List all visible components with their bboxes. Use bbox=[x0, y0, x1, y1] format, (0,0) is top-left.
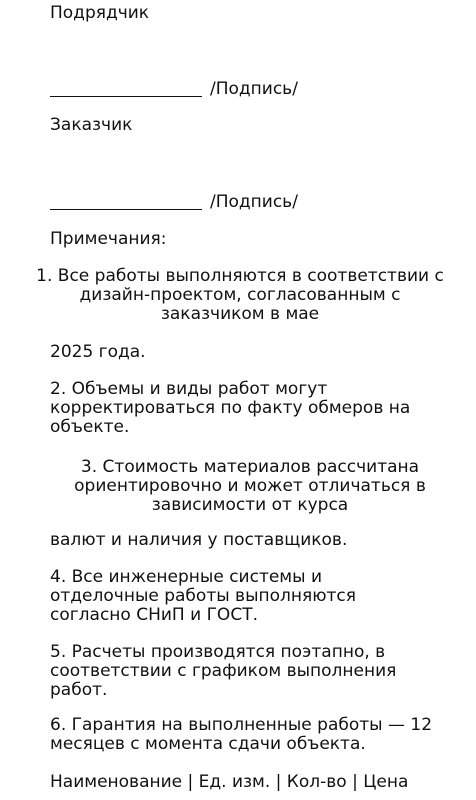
note-1: 1. Все работы выполняются в соответствии с дизайн-проектом, согласованным с заказчиком в мае bbox=[36, 266, 444, 324]
note-5: 5. Расчеты производятся поэтапно, в соответствии с графиком выполнения работ. bbox=[50, 642, 397, 700]
table-header: Наименование | Ед. изм. | Кол-во | Цена bbox=[50, 772, 409, 792]
customer-label: Заказчик bbox=[50, 115, 133, 135]
note-3-continuation: валют и наличия у поставщиков. bbox=[50, 530, 348, 550]
note-1-continuation: 2025 года. bbox=[50, 342, 146, 362]
contractor-signature-line bbox=[50, 96, 202, 97]
note-3: 3. Стоимость материалов рассчитана ориентировочно и может отличаться в зависимости от курса bbox=[74, 457, 426, 515]
note-4: 4. Все инженерные системы и отделочные работы выполняются согласно СНиП и ГОСТ. bbox=[50, 567, 356, 625]
notes-title: Примечания: bbox=[50, 229, 167, 249]
contractor-signature-label: /Подпись/ bbox=[210, 79, 298, 99]
customer-signature-label: /Подпись/ bbox=[210, 192, 298, 212]
contractor-label: Подрядчик bbox=[50, 3, 150, 23]
note-6: 6. Гарантия на выполненные работы — 12 месяцев с момента сдачи объекта. bbox=[50, 715, 433, 754]
note-2: 2. Объемы и виды работ могут корректироваться по факту обмеров на объекте. bbox=[50, 379, 411, 437]
customer-signature-line bbox=[50, 209, 202, 210]
